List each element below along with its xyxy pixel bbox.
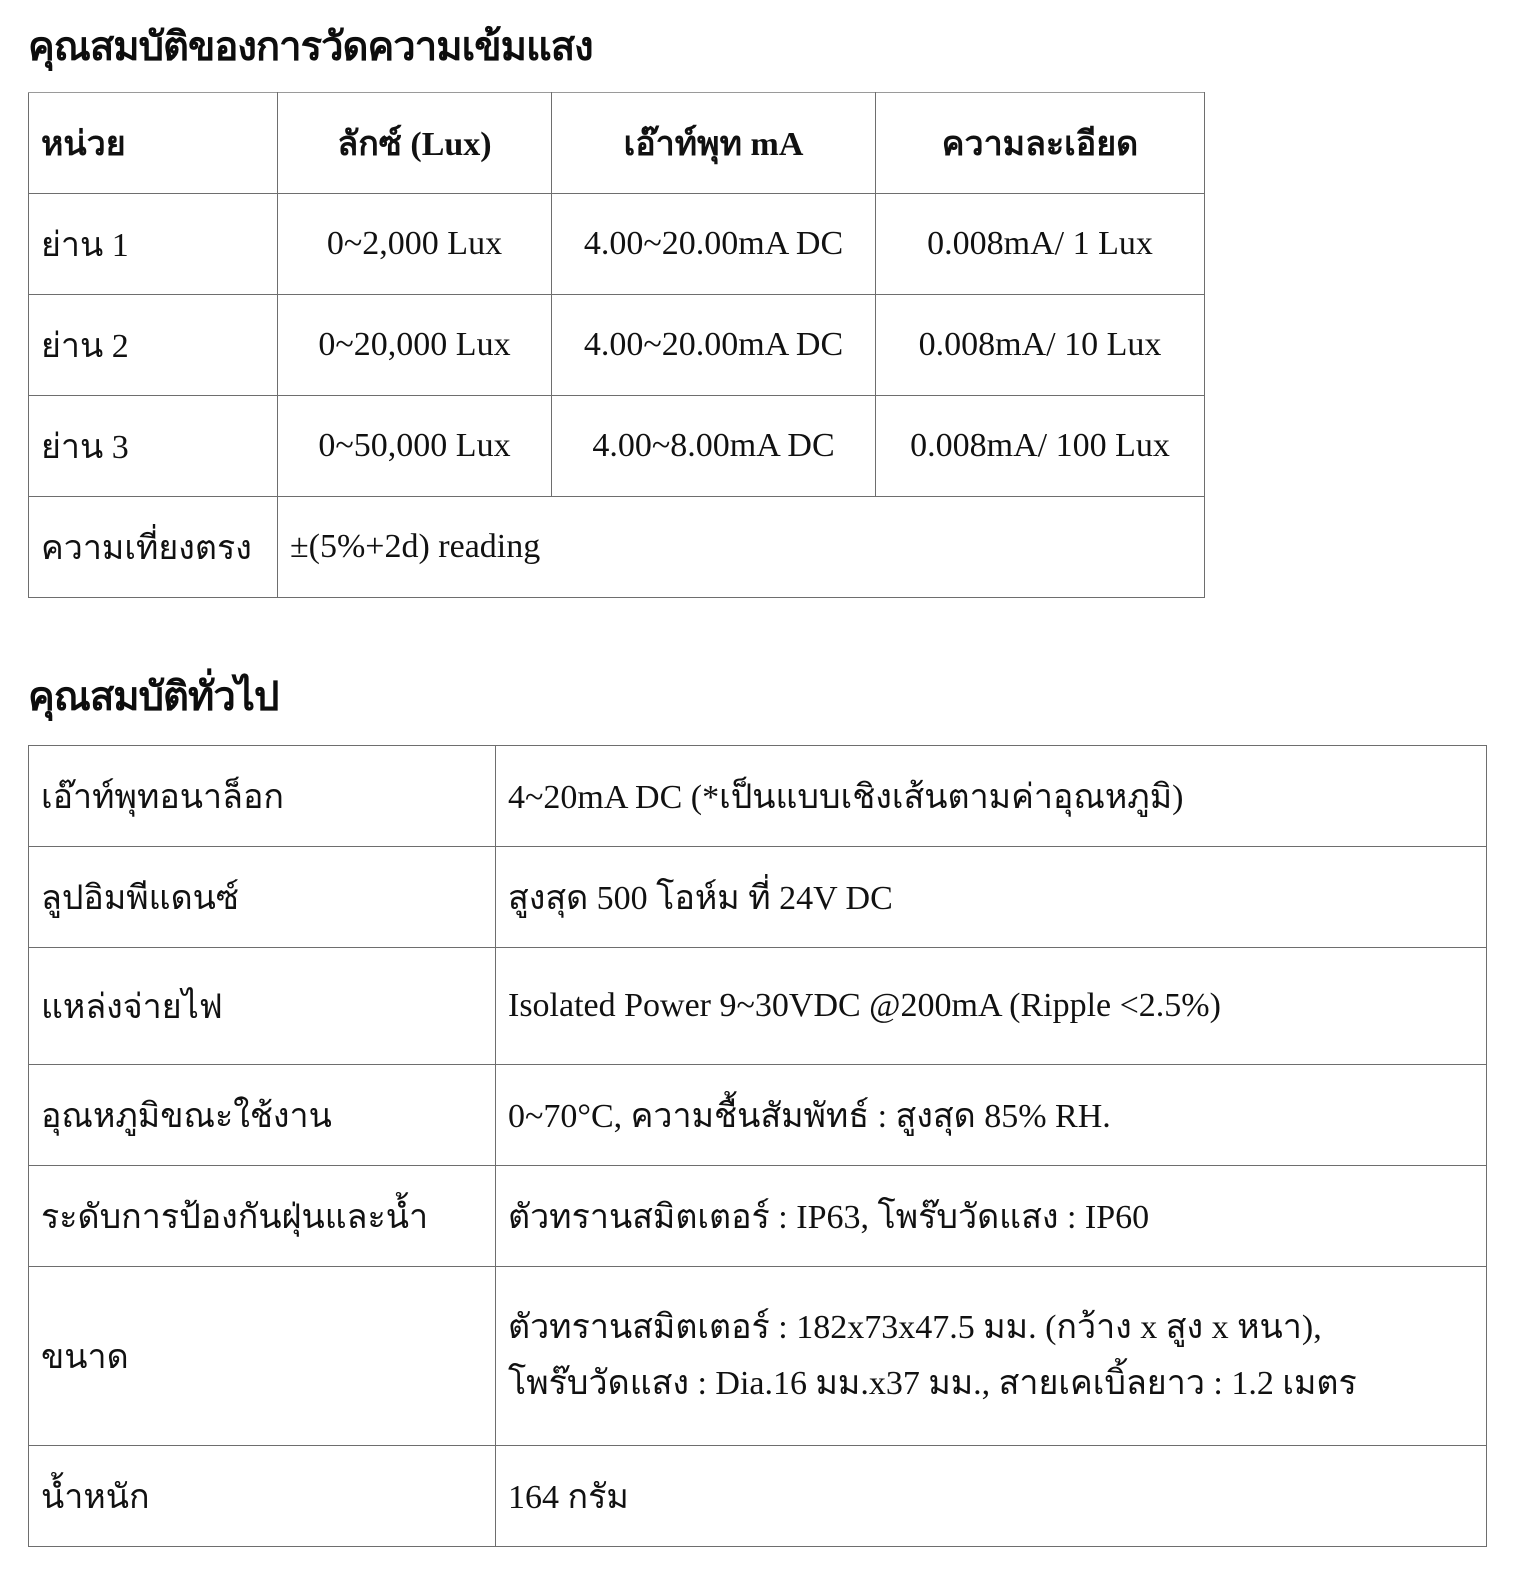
spec-label: ลูปอิมพีแดนซ์	[29, 847, 496, 948]
resolution-value: 0.008mA/ 1 Lux	[876, 194, 1205, 295]
spec-value-line: โพร๊บวัดแสง : Dia.16 มม.x37 มม., สายเคเบิ้ลยาว : 1.2 เมตร	[508, 1365, 1357, 1402]
header-resolution: ความละเอียด	[876, 93, 1205, 194]
lux-range: 0~2,000 Lux	[278, 194, 552, 295]
accuracy-value: ±(5%+2d) reading	[278, 497, 1205, 598]
table-row	[29, 194, 1205, 295]
spec-label: แหล่งจ่ายไฟ	[29, 948, 496, 1065]
spec-row-power-supply	[29, 948, 1487, 1065]
spec-label: ขนาด	[29, 1267, 496, 1446]
spec-value: 4~20mA DC (*เป็นแบบเชิงเส้นตามค่าอุณหภูมิ)	[496, 746, 1487, 847]
general-spec-table	[28, 745, 1487, 1547]
spec-label: เอ๊าท์พุทอนาล็อก	[29, 746, 496, 847]
lux-range: 0~20,000 Lux	[278, 295, 552, 396]
table-row	[29, 295, 1205, 396]
resolution-value: 0.008mA/ 100 Lux	[876, 396, 1205, 497]
spec-value-line: ตัวทรานสมิตเตอร์ : 182x73x47.5 มม. (กว้าง x สูง x หนา),	[508, 1309, 1322, 1346]
range-label: ย่าน 3	[29, 396, 278, 497]
measurement-spec-table	[28, 92, 1205, 598]
spec-label: ระดับการป้องกันฝุ่นและน้ำ	[29, 1166, 496, 1267]
spec-value: 164 กรัม	[496, 1446, 1487, 1547]
spec-row-operating-temperature	[29, 1065, 1487, 1166]
spec-label: น้ำหนัก	[29, 1446, 496, 1547]
spec-row-ip-rating	[29, 1166, 1487, 1267]
output-range: 4.00~20.00mA DC	[552, 295, 876, 396]
spec-label: อุณหภูมิขณะใช้งาน	[29, 1065, 496, 1166]
measurement-section-title: คุณสมบัติของการวัดความเข้มแสง	[28, 25, 593, 69]
header-output: เอ๊าท์พุท mA	[552, 93, 876, 194]
output-range: 4.00~20.00mA DC	[552, 194, 876, 295]
header-lux: ลักซ์ (Lux)	[278, 93, 552, 194]
spec-row-dimensions	[29, 1267, 1487, 1446]
header-unit: หน่วย	[29, 93, 278, 194]
spec-row-weight	[29, 1446, 1487, 1547]
range-label: ย่าน 1	[29, 194, 278, 295]
resolution-value: 0.008mA/ 10 Lux	[876, 295, 1205, 396]
spec-row-loop-impedance	[29, 847, 1487, 948]
accuracy-row	[29, 497, 1205, 598]
spec-value: ตัวทรานสมิตเตอร์ : IP63, โพร๊บวัดแสง : IP60	[496, 1166, 1487, 1267]
spec-row-analog-output	[29, 746, 1487, 847]
accuracy-label: ความเที่ยงตรง	[29, 497, 278, 598]
output-range: 4.00~8.00mA DC	[552, 396, 876, 497]
spec-value: สูงสุด 500 โอห์ม ที่ 24V DC	[496, 847, 1487, 948]
general-section-title: คุณสมบัติทั่วไป	[28, 675, 279, 719]
range-label: ย่าน 2	[29, 295, 278, 396]
spec-value	[496, 1267, 1487, 1446]
spec-value: Isolated Power 9~30VDC @200mA (Ripple <2.5%)	[496, 948, 1487, 1065]
spec-value: 0~70°C, ความชื้นสัมพัทธ์ : สูงสุด 85% RH.	[496, 1065, 1487, 1166]
table-header-row	[29, 93, 1205, 194]
lux-range: 0~50,000 Lux	[278, 396, 552, 497]
table-row	[29, 396, 1205, 497]
